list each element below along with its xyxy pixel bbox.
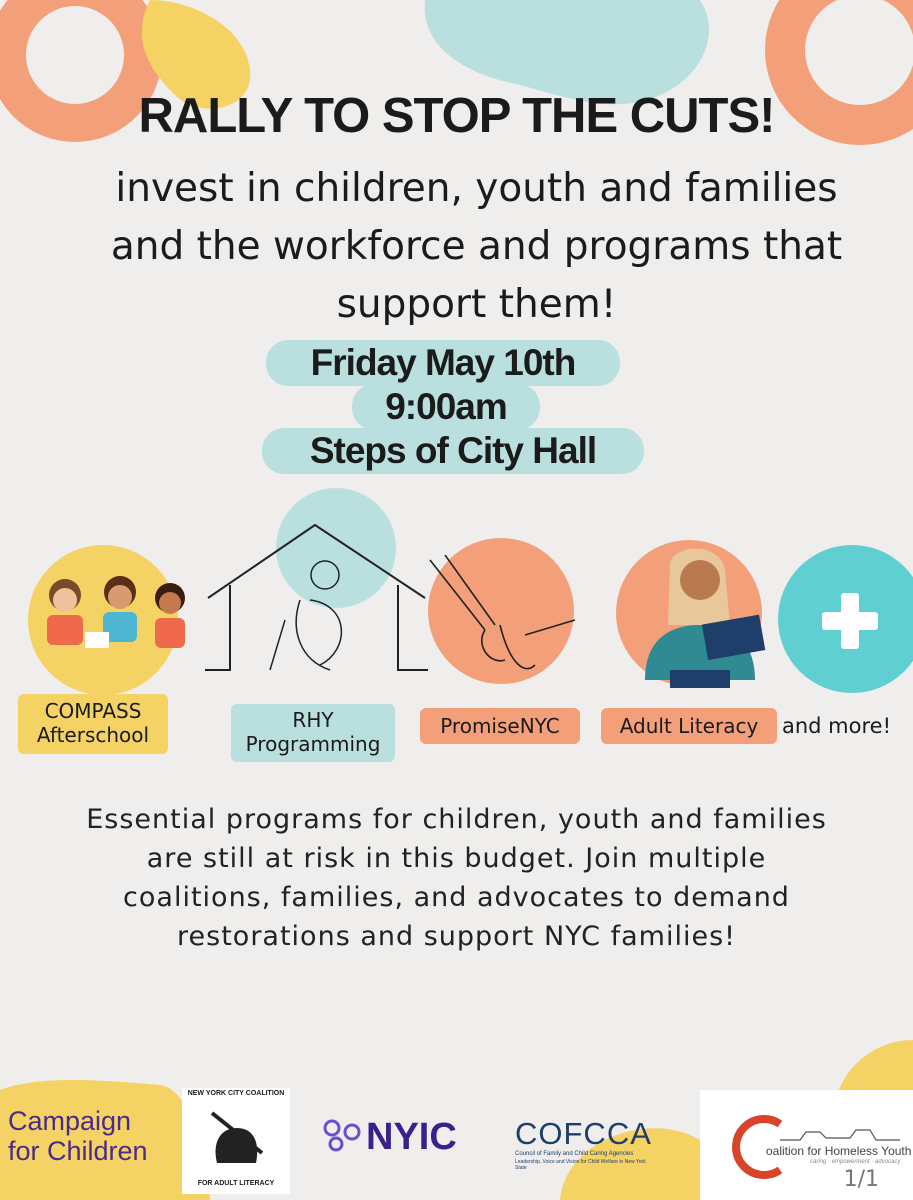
event-date: Friday May 10th (266, 340, 620, 386)
campaign-line1: Campaign (8, 1106, 132, 1136)
nyic-network-icon (322, 1118, 368, 1152)
fist-pen-icon (182, 1088, 290, 1194)
partner-logos (0, 1070, 913, 1200)
skyline-icon (780, 1128, 900, 1144)
page-counter: 1/1 (840, 1167, 883, 1192)
compass-line1: COMPASS (44, 699, 142, 723)
event-time: 9:00am (352, 384, 540, 430)
rhy-line1: RHY (292, 708, 334, 732)
compass-afterschool-label (18, 694, 168, 754)
rally-description: Essential programs for children, youth and families are still at risk in this budget. Join multiple coalitions, families, and advocates to demand restorations and support NYC families! (86, 804, 827, 952)
rally-subtitle: invest in children, youth and families and the workforce and programs that support them! (110, 166, 843, 327)
rally-title: RALLY TO STOP THE CUTS! (138, 89, 775, 143)
and-more-label: and more! (782, 714, 891, 738)
event-location: Steps of City Hall (262, 428, 644, 474)
campaign-line2: for Children (8, 1136, 148, 1166)
nyccal-bottom-text: FOR ADULT LITERACY (197, 1180, 275, 1187)
woman-reading-icon (630, 540, 770, 700)
adult-literacy-label: Adult Literacy (601, 708, 777, 744)
campaign-for-children-logo (8, 1106, 148, 1166)
nyic-logo: NYIC (366, 1116, 457, 1158)
rhy-programming-label (231, 704, 395, 762)
holding-hands-icon (425, 555, 585, 685)
chy-tagline: caring · empowerment · advocacy (810, 1159, 901, 1165)
cofcca-tagline: Leadership, Voice and Vision for Child Welfare in New York State (515, 1159, 646, 1171)
cofcca-subtitle: Council of Family and Child Caring Agencies (515, 1151, 634, 1157)
house-person-icon (200, 520, 430, 680)
cofcca-logo (515, 1116, 652, 1171)
plus-icon (822, 593, 878, 649)
compass-line2: Afterschool (36, 723, 150, 747)
nyccal-top-text: NEW YORK CITY COALITION (187, 1090, 285, 1097)
children-reading-icon (15, 570, 190, 670)
chy-name: oalition for Homeless Youth (766, 1144, 912, 1158)
nyc-coalition-adult-literacy-logo (182, 1088, 290, 1194)
rhy-line2: Programming (245, 732, 381, 756)
promisenyc-label: PromiseNYC (420, 708, 580, 744)
cofcca-name: COFCCA (515, 1116, 652, 1151)
